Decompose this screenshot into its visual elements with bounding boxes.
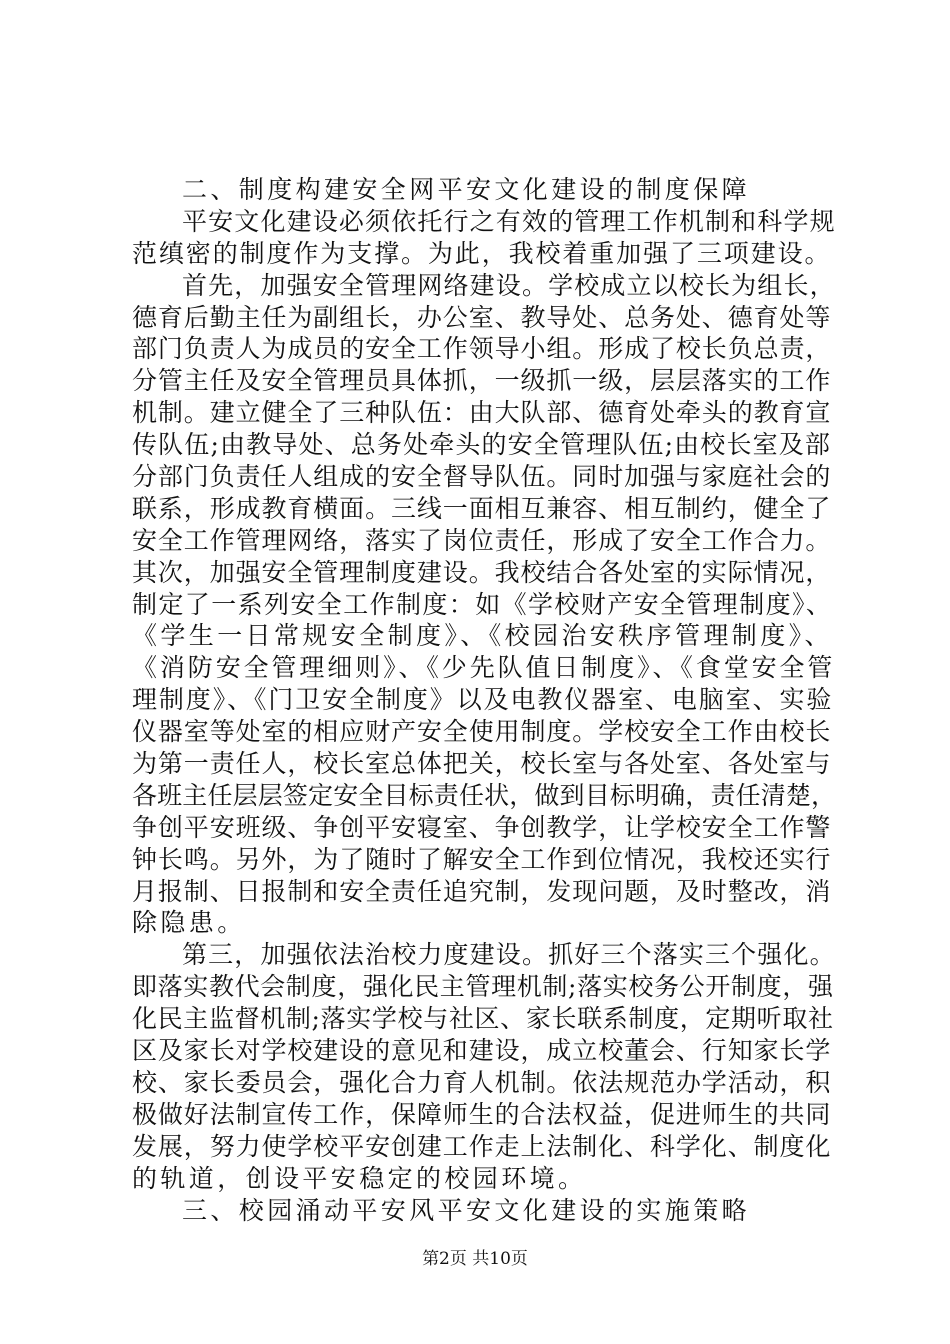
paragraph-line: 区及家长对学校建设的意见和建设，成立校董会、行知家长学 xyxy=(132,1036,832,1066)
section-heading: 二、制度构建安全网平安文化建设的制度保障 xyxy=(182,175,751,204)
paragraph-line: 仪器室等处室的相应财产安全使用制度。学校安全工作由校长 xyxy=(132,717,832,747)
paragraph-line: 除隐患。 xyxy=(132,908,246,938)
document-body xyxy=(132,174,837,1226)
paragraph-line: 联系，形成教育横面。三线一面相互兼容、相互制约，健全了 xyxy=(132,493,832,523)
paragraph-line: 化民主监督机制;落实学校与社区、家长联系制度，定期听取社 xyxy=(132,1004,834,1034)
paragraph-line: 其次，加强安全管理制度建设。我校结合各处室的实际情况， xyxy=(132,557,832,587)
paragraph-line: 发展，努力使学校平安创建工作走上法制化、科学化、制度化 xyxy=(132,1131,832,1161)
paragraph-line: 范缜密的制度作为支撑。为此，我校着重加强了三项建设。 xyxy=(132,238,832,268)
paragraph-line: 为第一责任人，校长室总体把关，校长室与各处室、各处室与 xyxy=(132,749,832,779)
paragraph-line: 首先，加强安全管理网络建设。学校成立以校长为组长， xyxy=(182,270,836,300)
paragraph-line: 争创平安班级、争创平安寝室、争创教学，让学校安全工作警 xyxy=(132,812,832,842)
paragraph-line: 极做好法制宣传工作，保障师生的合法权益，促进师生的共同 xyxy=(132,1099,832,1129)
paragraph-line: 的轨道，创设平安稳定的校园环境。 xyxy=(132,1163,587,1193)
page-number-footer: 第2页 共10页 xyxy=(422,1249,528,1269)
paragraph-line: 校、家长委员会，强化合力育人机制。依法规范办学活动，积 xyxy=(132,1067,832,1097)
paragraph-line: 传队伍;由教导处、总务处牵头的安全管理队伍;由校长室及部 xyxy=(132,430,832,460)
paragraph-line: 德育后勤主任为副组长，办公室、教导处、总务处、德育处等 xyxy=(132,302,832,332)
paragraph-line: 《消防安全管理细则》、《少先队值日制度》、《食堂安全管 xyxy=(132,653,836,683)
paragraph-line: 分管主任及安全管理员具体抓，一级抓一级，层层落实的工作 xyxy=(132,366,832,396)
paragraph-line: 即落实教代会制度，强化民主管理机制;落实校务公开制度，强 xyxy=(132,972,834,1002)
paragraph-line: 部门负责人为成员的安全工作领导小组。形成了校长负总责， xyxy=(132,334,832,364)
paragraph-line: 第三，加强依法治校力度建设。抓好三个落实三个强化。 xyxy=(182,940,836,970)
paragraph-line: 制定了一系列安全工作制度：如《学校财产安全管理制度》、 xyxy=(132,589,833,619)
paragraph-line: 机制。建立健全了三种队伍：由大队部、德育处牵头的教育宣 xyxy=(132,398,832,428)
paragraph-line: 《学生一日常规安全制度》、《校园治安秩序管理制度》、 xyxy=(132,621,833,651)
section-heading: 三、校园涌动平安风平安文化建设的实施策略 xyxy=(182,1195,751,1225)
paragraph-line: 月报制、日报制和安全责任追究制，发现问题，及时整改，消 xyxy=(132,876,832,906)
paragraph-line: 钟长鸣。另外，为了随时了解安全工作到位情况，我校还实行 xyxy=(132,844,832,874)
paragraph-line: 安全工作管理网络，落实了岗位责任，形成了安全工作合力。 xyxy=(132,525,832,555)
paragraph-line: 平安文化建设必须依托行之有效的管理工作机制和科学规 xyxy=(182,206,836,236)
paragraph-line: 分部门负责任人组成的安全督导队伍。同时加强与家庭社会的 xyxy=(132,462,832,492)
paragraph-line: 各班主任层层签定安全目标责任状，做到目标明确，责任清楚， xyxy=(132,780,837,810)
paragraph-line: 理制度》、《门卫安全制度》以及电教仪器室、电脑室、实验 xyxy=(132,685,834,715)
